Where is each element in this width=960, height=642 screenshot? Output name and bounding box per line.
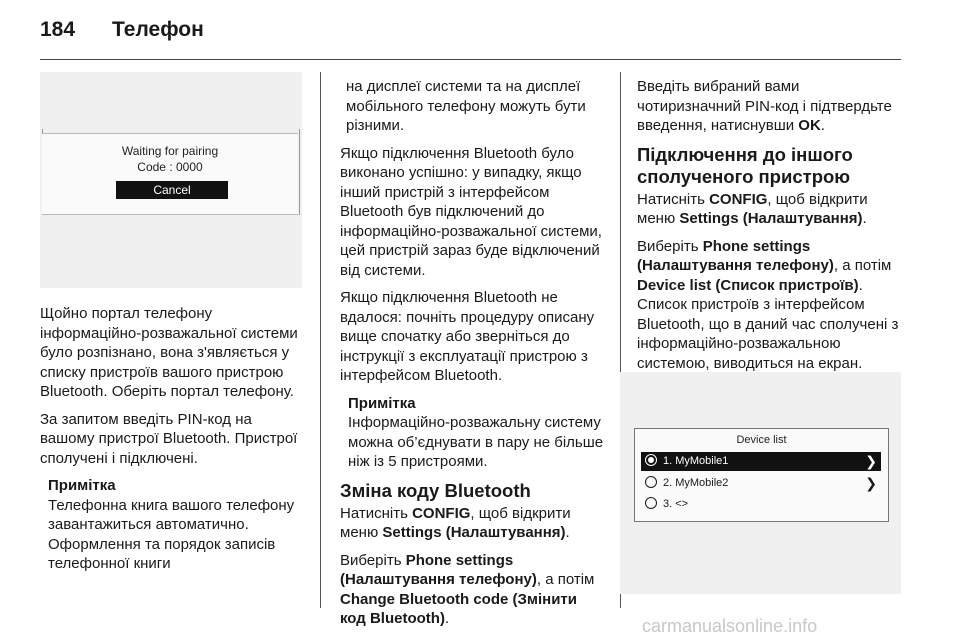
pairing-status-text: Waiting for pairing bbox=[121, 144, 219, 158]
note-continuation: на дисплеї системи та на дисплеї мобільного телефону можуть бути різними. bbox=[346, 78, 586, 134]
device-list-screen bbox=[634, 428, 889, 522]
note-text: Інформаційно-розважальну систему можна об’єднувати в пару не більше ніж із 5 пристроями. bbox=[348, 414, 604, 470]
device-list-title: Device list bbox=[736, 434, 787, 446]
paragraph-failure: Якщо підключення Bluetooth не вдалося: почніть процедуру описану вище спочатку або зверніться до інструкції з експлуатації пристрою з інтерфейсом Bluetooth. bbox=[340, 289, 595, 384]
paragraph-success: Якщо підключення Bluetooth було виконано успішно: у випадку, якщо інший пристрій з інтерфейсом Bluetooth був підключений до інформаційно-розважальної системи, цей пристрій зараз буде відключений від системи. bbox=[340, 144, 602, 279]
pairing-dialog bbox=[42, 133, 298, 215]
device-list-figure bbox=[620, 372, 901, 594]
paragraph-portal: Щойно портал телефону інформаційно-розважальної системи було розпізнано, вона з'являється у списку пристроїв вашого пристрою Bluetooth. Оберіть портал телефону. bbox=[40, 305, 298, 400]
device-list-item: 2. MyMobile2 ❯ bbox=[641, 474, 881, 493]
paragraph-device-list: Список пристроїв з інтерфейсом Bluetooth, що в даний час сполучені з інформаційно-розважальною системою, виводиться на екран. bbox=[637, 296, 899, 372]
page-number: 184 bbox=[40, 18, 76, 41]
device-list-item: 3. <> bbox=[641, 495, 881, 514]
device-list-item: 1. MyMobile1 ❯ bbox=[641, 452, 881, 471]
radio-empty-icon bbox=[645, 476, 657, 488]
paragraph-pin: За запитом введіть PIN-код на вашому пристрої Bluetooth. Пристрої сполучені і підключені. bbox=[40, 410, 298, 467]
header-divider bbox=[40, 59, 901, 60]
cancel-button: Cancel bbox=[116, 181, 228, 199]
radio-selected-icon bbox=[645, 454, 657, 466]
column-1 bbox=[40, 304, 308, 582]
note-phonebook bbox=[48, 476, 308, 574]
paragraph-enter-pin: Введіть вибраний вами чотиризначний PIN-код і підтвердьте введення, натиснувши OK. bbox=[637, 78, 892, 134]
chevron-right-icon: ❯ bbox=[865, 475, 877, 491]
column-2 bbox=[340, 77, 606, 637]
note-title: Примітка bbox=[348, 394, 416, 412]
pairing-code-text: Code : 0000 bbox=[137, 160, 203, 174]
watermark: carmanualsonline.info bbox=[642, 616, 818, 636]
step-press-config: Натисніть CONFIG, щоб відкрити меню Settings (Налаштування). bbox=[637, 190, 868, 227]
note-text: Телефонна книга вашого телефону завантажиться автоматично. Оформлення та порядок записів телефонної книги bbox=[48, 496, 295, 572]
step-select-device-list: Виберіть Phone settings (Налаштування телефону), а потім Device list (Список пристроїв). bbox=[637, 237, 892, 294]
page-title: Телефон bbox=[112, 18, 204, 41]
pairing-screen-figure bbox=[40, 72, 302, 288]
column-3 bbox=[637, 77, 905, 381]
radio-empty-icon bbox=[645, 497, 657, 509]
section-heading-connect-other: Підключення до іншого сполученого пристрою bbox=[637, 143, 853, 187]
note-max-devices bbox=[348, 394, 606, 472]
step-select-change-code: Виберіть Phone settings (Налаштування телефону), а потім Change Bluetooth code (Змінити код Bluetooth). bbox=[340, 551, 595, 627]
chevron-right-icon: ❯ bbox=[865, 453, 877, 469]
step-press-config: Натисніть CONFIG, щоб відкрити меню Settings (Налаштування). bbox=[340, 504, 571, 541]
section-heading-change-code: Зміна коду Bluetooth bbox=[340, 479, 531, 501]
note-title: Примітка bbox=[48, 477, 116, 494]
column-divider-1 bbox=[320, 72, 321, 608]
